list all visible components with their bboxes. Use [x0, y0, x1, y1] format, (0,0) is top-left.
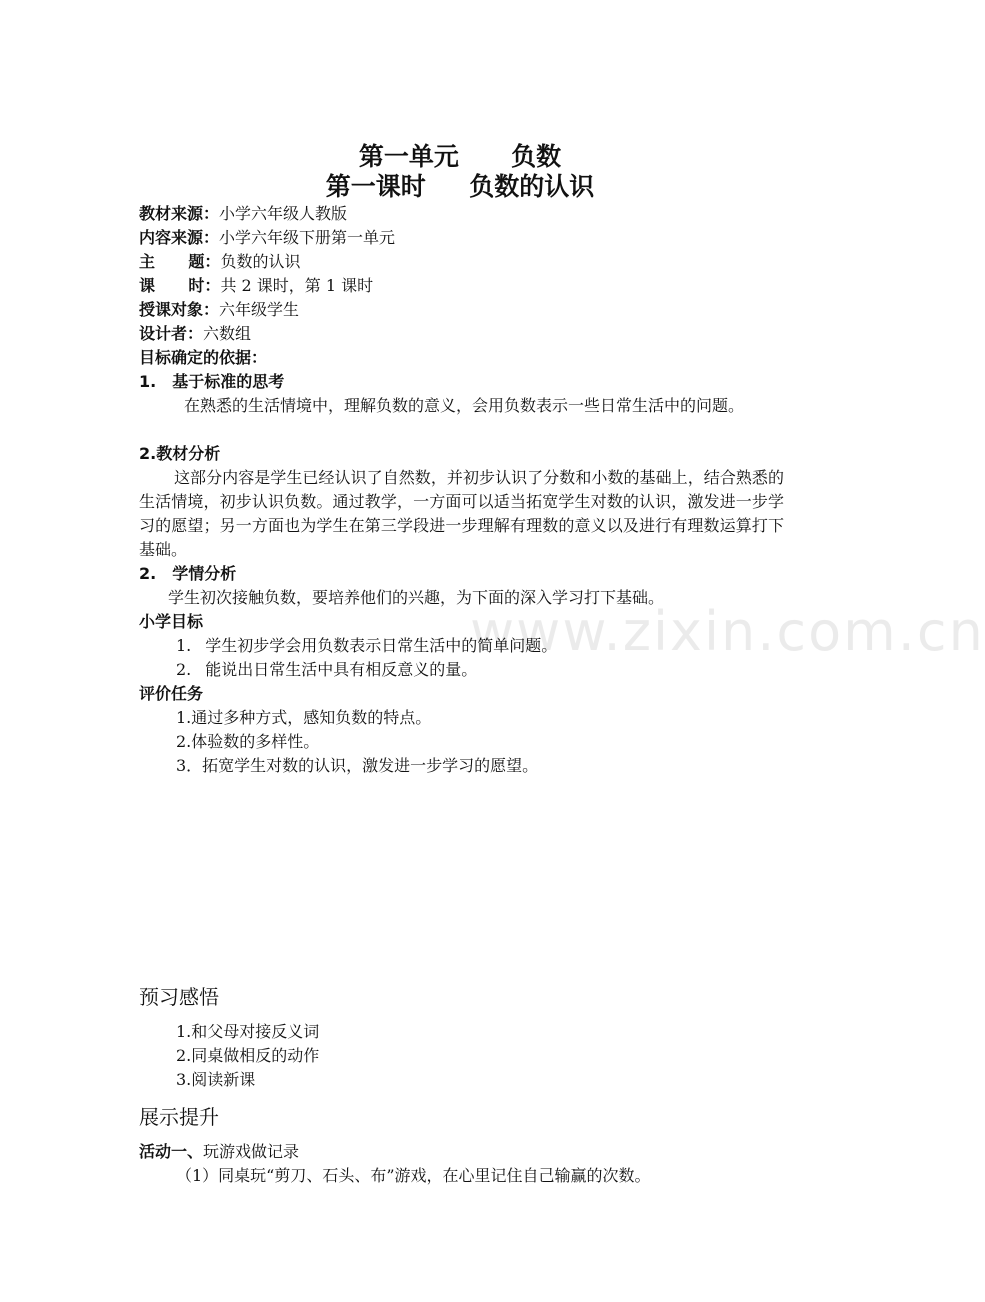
meta-row-hours — [139, 274, 373, 298]
task-item: 1.通过多种方式，感知负数的特点。 — [176, 708, 432, 727]
preview-heading: 预习感悟 — [139, 985, 219, 1009]
section-standard-heading — [139, 370, 284, 394]
show-heading: 展示提升 — [139, 1105, 219, 1129]
meta-row-source — [139, 202, 347, 226]
preview-item: 1.和父母对接反义词 — [176, 1022, 320, 1041]
goals-heading: 小学目标 — [139, 612, 204, 631]
meta-label: 授课对象： — [139, 300, 220, 319]
unit-title: 第一单元 负数 — [358, 142, 562, 171]
meta-row-designer — [139, 322, 251, 346]
standard-paragraph: 在熟悉的生活情境中，理解负数的意义，会用负数表示一些日常生活中的问题。 — [184, 396, 745, 415]
section-title: 学情分析 — [172, 564, 237, 583]
task-item: 2.体验数的多样性。 — [176, 732, 320, 751]
activity-title: 玩游戏做记录 — [203, 1142, 300, 1161]
meta-value: 小学六年级人教版 — [219, 204, 348, 223]
meta-value: 负数的认识 — [220, 252, 301, 271]
lesson-title: 第一课时 负数的认识 — [325, 172, 595, 201]
learner-paragraph: 学生初次接触负数，要培养他们的兴趣，为下面的深入学习打下基础。 — [168, 588, 665, 607]
section-number: 2. — [139, 564, 157, 583]
textbook-paragraph: 这部分内容是学生已经认识了自然数，并初步认识了分数和小数的基础上，结合熟悉的生活情境，初步认识负数。通过教学，一方面可以适当拓宽学生对数的认识，激发进一步学习的愿望；另一方面也为学生在第三学段进一步理解有理数的意义以及进行有理数运算打下基础。 — [139, 468, 784, 559]
section-textbook-heading: 2.教材分析 — [139, 444, 221, 463]
activity-step: （1）同桌玩“剪刀、石头、布”游戏，在心里记住自己输赢的次数。 — [176, 1166, 651, 1185]
meta-label: 内容来源： — [139, 228, 220, 247]
section-learner-heading — [139, 562, 236, 586]
goal-item — [176, 634, 557, 658]
goal-text: 学生初步学会用负数表示日常生活中的简单问题。 — [205, 636, 558, 655]
goal-number: 2. — [176, 660, 192, 679]
task-item: 3．拓宽学生对数的认识，激发进一步学习的愿望。 — [176, 756, 539, 775]
meta-value: 六数组 — [203, 324, 252, 343]
tasks-heading: 评价任务 — [139, 684, 204, 703]
section-number: 1. — [139, 372, 157, 391]
meta-row-topic — [139, 250, 300, 274]
activity-label: 活动一、 — [139, 1142, 204, 1161]
watermark: www.zixin.com.cn — [470, 600, 985, 663]
meta-label: 教材来源： — [139, 204, 220, 223]
preview-item: 2.同桌做相反的动作 — [176, 1046, 320, 1065]
basis-heading: 目标确定的依据： — [139, 348, 268, 367]
section-title: 基于标准的思考 — [172, 372, 285, 391]
goal-item — [176, 658, 477, 682]
meta-value: 小学六年级下册第一单元 — [219, 228, 396, 247]
goal-number: 1. — [176, 636, 192, 655]
meta-row-content — [139, 226, 395, 250]
meta-label: 课 时： — [139, 276, 221, 295]
preview-item: 3.阅读新课 — [176, 1070, 256, 1089]
meta-label: 设计者： — [139, 324, 204, 343]
meta-value: 共 2 课时，第 1 课时 — [220, 276, 374, 295]
goal-text: 能说出日常生活中具有相反意义的量。 — [205, 660, 478, 679]
activity-heading — [139, 1140, 299, 1164]
meta-label: 主 题： — [139, 252, 221, 271]
meta-row-audience — [139, 298, 299, 322]
meta-value: 六年级学生 — [219, 300, 300, 319]
